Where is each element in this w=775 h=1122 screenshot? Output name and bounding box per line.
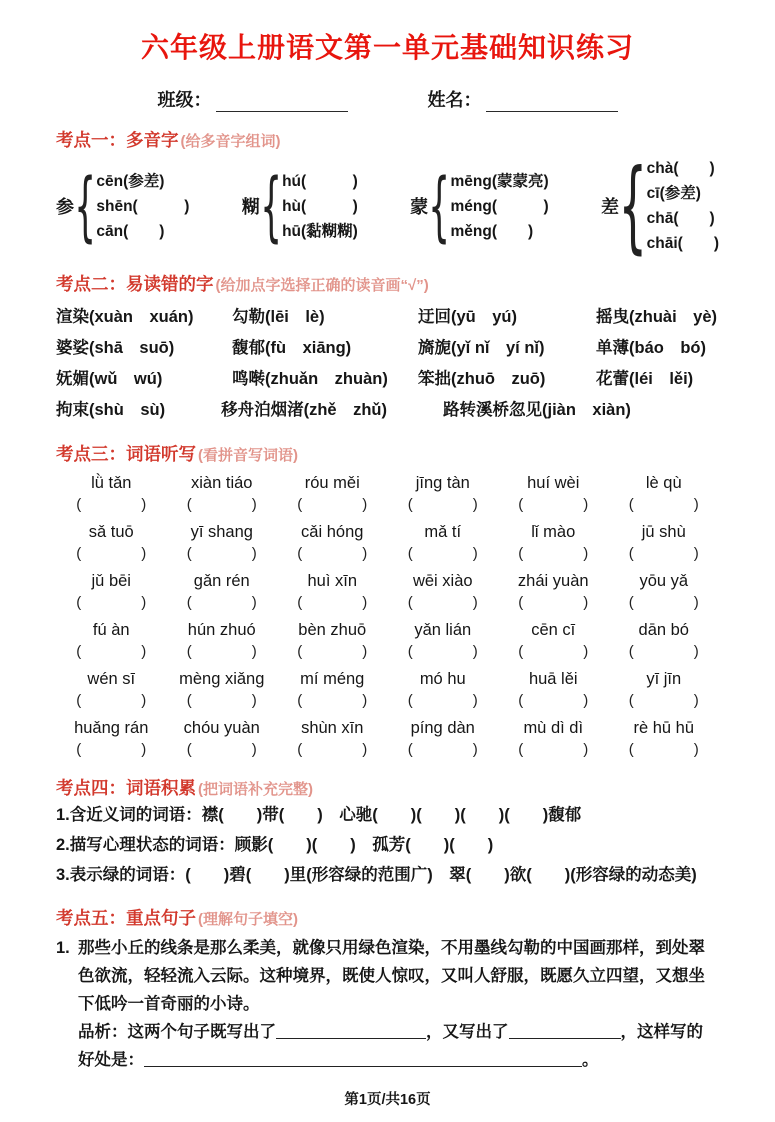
answer-blank: ( )	[186, 594, 257, 611]
section2-note: (给加点字选择正确的读音画“√”)	[215, 277, 429, 294]
answer-blank: ( )	[407, 545, 478, 562]
analysis-line	[78, 1018, 719, 1074]
analysis-seg: 品析：这两个句子既写出了	[78, 1023, 276, 1041]
word-item: 花蕾(léi lěi)	[596, 370, 694, 388]
answer-blank: ( )	[518, 594, 589, 611]
polyphone-char: 差	[601, 197, 620, 217]
answer-blank-row	[56, 495, 719, 515]
polyphone-group-can	[56, 161, 190, 250]
polyphone-group-meng	[410, 161, 549, 250]
answer-blank: ( )	[186, 496, 257, 513]
answer-blank: ( )	[76, 545, 147, 562]
page-title: 六年级上册语文第一单元基础知识练习	[140, 32, 634, 63]
pinyin-cell: lǐ mào	[531, 523, 576, 541]
pinyin-cell: mó hu	[419, 670, 466, 688]
pinyin-cell: bèn zhuō	[298, 621, 367, 639]
key-sentence-item	[56, 934, 719, 1074]
pinyin-cell: lǜ tǎn	[91, 474, 132, 492]
pinyin-cell: wēi xiào	[412, 572, 473, 590]
answer-blank: ( )	[76, 643, 147, 660]
answer-blank: ( )	[628, 643, 699, 660]
answer-blank: ( )	[518, 496, 589, 513]
polyphone-item: chāi( )	[646, 235, 719, 252]
fill-blank-line	[509, 1025, 621, 1039]
fill-blank-line	[276, 1025, 426, 1039]
page-number: 第1页/共16页	[344, 1092, 431, 1108]
polyphone-item: měng( )	[450, 222, 534, 240]
pinyin-cell: mí méng	[300, 670, 365, 688]
section4-note: (把词语补充完整)	[198, 781, 313, 798]
pinyin-cell: xiàn tiáo	[191, 474, 253, 492]
pinyin-cell: mǎ tí	[424, 523, 462, 541]
word-item: 迂回(yū yú)	[418, 308, 517, 326]
answer-blank-row	[56, 544, 719, 564]
answer-blank: ( )	[628, 741, 699, 758]
analysis-seg: ，又写出了	[426, 1023, 509, 1041]
student-info-row	[56, 86, 719, 112]
answer-blank: ( )	[297, 741, 368, 758]
word-accumulation-item: 3.表示绿的词语：( )碧( )里(形容绿的范围广) 翠( )欲( )(形容绿的动态美)	[56, 866, 697, 884]
brace-icon: {	[260, 161, 282, 250]
pinyin-cell: róu měi	[304, 474, 360, 492]
polyphone-item: hù( )	[282, 197, 358, 215]
answer-blank: ( )	[407, 594, 478, 611]
answer-blank: ( )	[297, 594, 368, 611]
pinyin-cell: hún zhuó	[187, 621, 256, 639]
answer-blank-row	[56, 740, 719, 760]
answer-blank-row	[56, 593, 719, 613]
word-accumulation-item: 2.描写心理状态的词语：顾影( )( ) 孤芳( )( )	[56, 836, 494, 854]
polyphone-item: chā( )	[646, 210, 715, 227]
answer-blank-row	[56, 691, 719, 711]
word-item: 鸣啭(zhuǎn zhuàn)	[232, 370, 388, 388]
pinyin-cell: shùn xīn	[301, 719, 364, 737]
analysis-seg: 。	[582, 1051, 599, 1069]
section5-title: 考点五：重点句子	[56, 908, 196, 928]
pinyin-cell: yī jīn	[646, 670, 682, 688]
pinyin-cell: yǎn lián	[414, 621, 472, 639]
word-accumulation-item: 1.含近义词的词语：襟( )带( ) 心驰( )( )( )( )馥郁	[56, 806, 582, 824]
polyphone-item: chà( )	[646, 160, 715, 177]
word-item: 单薄(báo bó)	[596, 339, 706, 357]
pinyin-cell: rè hū hū	[633, 719, 695, 737]
word-item: 渲染(xuàn xuán)	[56, 308, 194, 326]
polyphone-item: hú( )	[282, 172, 358, 190]
misread-words-grid	[56, 302, 719, 395]
pinyin-row	[56, 571, 719, 592]
answer-blank: ( )	[407, 692, 478, 709]
misread-words-last-row	[56, 395, 719, 426]
pinyin-cell: lè qù	[645, 474, 682, 492]
answer-blank: ( )	[76, 692, 147, 709]
pinyin-cell: mèng xiǎng	[179, 670, 265, 688]
answer-blank: ( )	[518, 692, 589, 709]
polyphone-group-cha	[601, 147, 719, 264]
pinyin-cell: dān bó	[638, 621, 689, 639]
answer-blank: ( )	[628, 594, 699, 611]
pinyin-cell: chóu yuàn	[183, 719, 260, 737]
polyphone-char: 糊	[241, 197, 260, 217]
answer-blank: ( )	[628, 496, 699, 513]
answer-blank: ( )	[628, 692, 699, 709]
answer-blank: ( )	[407, 741, 478, 758]
word-item: 妩媚(wǔ wú)	[56, 370, 163, 388]
pinyin-cell: huǎng rán	[74, 719, 149, 737]
pinyin-row	[56, 669, 719, 690]
pinyin-cell: cǎi hóng	[301, 523, 364, 541]
word-item: 勾勒(lēi lè)	[232, 308, 325, 326]
section4-heading	[56, 775, 719, 800]
pinyin-row	[56, 473, 719, 494]
answer-blank-row	[56, 642, 719, 662]
name-blank-line	[486, 93, 618, 112]
section4-title: 考点四：词语积累	[56, 778, 196, 798]
polyphone-items	[451, 169, 549, 244]
polyphone-item: cī(参差)	[646, 185, 701, 202]
pinyin-cell: cēn cī	[531, 621, 576, 639]
pinyin-cell: huí wèi	[527, 474, 580, 492]
pinyin-cell: huì xīn	[307, 572, 358, 590]
pinyin-cell: zhái yuàn	[517, 572, 589, 590]
answer-blank: ( )	[297, 496, 368, 513]
section1-title: 考点一：多音字	[56, 130, 179, 150]
polyphone-groups	[56, 147, 719, 264]
polyphone-items	[647, 156, 719, 256]
pinyin-row	[56, 620, 719, 641]
polyphone-item: shēn( )	[96, 197, 190, 215]
brace-icon: {	[618, 147, 648, 264]
section2-title: 考点二：易读错的字	[56, 274, 214, 294]
pinyin-cell: huā lěi	[528, 670, 578, 688]
answer-blank: ( )	[186, 741, 257, 758]
answer-blank: ( )	[518, 643, 589, 660]
section3-title: 考点三：词语听写	[56, 444, 196, 464]
pinyin-cell: mù dì dì	[523, 719, 584, 737]
name-label: 姓名：	[427, 90, 482, 110]
answer-blank: ( )	[407, 643, 478, 660]
class-blank-line	[216, 93, 348, 112]
polyphone-items	[96, 169, 189, 244]
section1-note: (给多音字组词)	[180, 133, 281, 150]
analysis-seg: 的好处是：	[78, 1023, 703, 1069]
pinyin-cell: píng dàn	[410, 719, 475, 737]
pinyin-cell: sǎ tuō	[88, 523, 134, 541]
section2-heading	[56, 271, 719, 296]
word-item: 摇曳(zhuài yè)	[596, 308, 718, 326]
pinyin-cell: jīng tàn	[415, 474, 470, 492]
word-item: 馥郁(fù xiāng)	[232, 339, 352, 357]
answer-blank: ( )	[297, 643, 368, 660]
polyphone-item: mēng(蒙蒙亮)	[450, 172, 549, 190]
pinyin-row	[56, 718, 719, 739]
answer-blank: ( )	[186, 643, 257, 660]
answer-blank: ( )	[518, 741, 589, 758]
pinyin-cell: fú àn	[92, 621, 130, 639]
answer-blank: ( )	[518, 545, 589, 562]
pinyin-cell: wén sī	[87, 670, 136, 688]
polyphone-item: hū(黏糊糊)	[282, 222, 358, 240]
polyphone-char: 蒙	[410, 197, 429, 217]
name-field	[428, 86, 618, 112]
word-item: 旖旎(yǐ nǐ yí nǐ)	[418, 339, 545, 357]
pinyin-cell: yōu yǎ	[639, 572, 689, 590]
key-sentence-body	[78, 934, 719, 1074]
class-field	[158, 86, 348, 112]
polyphone-item: cēn(参差)	[96, 172, 165, 190]
answer-blank: ( )	[186, 692, 257, 709]
pinyin-row	[56, 522, 719, 543]
polyphone-item: méng( )	[450, 197, 549, 215]
item-number: 1.	[56, 939, 70, 957]
class-label: 班级：	[157, 90, 212, 110]
pinyin-cell: jū shù	[641, 523, 686, 541]
answer-blank: ( )	[76, 741, 147, 758]
polyphone-char: 参	[56, 197, 74, 217]
polyphone-item: cān( )	[96, 222, 165, 240]
polyphone-group-hu	[241, 161, 358, 250]
section3-heading	[56, 441, 719, 466]
word-item: 笨拙(zhuō zuō)	[418, 370, 546, 388]
word-item: 拘束(shù sù)	[56, 401, 166, 419]
word-item: 路转溪桥忽见(jiàn xiàn)	[443, 401, 631, 419]
section5-heading	[56, 905, 719, 930]
answer-blank: ( )	[297, 692, 368, 709]
word-item: 婆娑(shā suō)	[56, 339, 175, 357]
brace-icon: {	[74, 161, 97, 250]
pinyin-cell: jǔ bēi	[91, 572, 131, 590]
polyphone-items	[282, 169, 358, 244]
answer-blank: ( )	[186, 545, 257, 562]
section3-note: (看拼音写词语)	[198, 447, 298, 464]
key-sentence-paragraph: 那些小丘的线条是那么柔美，就像只用绿色渲染，不用墨线勾勒的中国画那样，到处翠色欲流，轻轻流入云际。这种境界，既使人惊叹，又叫人舒服，既愿久立四望，又想坐下低吟一首奇丽的小诗。	[78, 939, 705, 1013]
analysis-seg: ，这样写	[620, 1023, 687, 1041]
section5-note: (理解句子填空)	[198, 911, 298, 928]
pinyin-cell: gǎn rén	[193, 572, 250, 590]
answer-blank: ( )	[407, 496, 478, 513]
brace-icon: {	[428, 161, 451, 250]
pinyin-cell: yī shang	[190, 523, 253, 541]
answer-blank: ( )	[76, 496, 147, 513]
answer-blank: ( )	[297, 545, 368, 562]
answer-blank: ( )	[628, 545, 699, 562]
word-item: 移舟泊烟渚(zhě zhǔ)	[221, 401, 387, 419]
fill-blank-line	[144, 1053, 582, 1067]
answer-blank: ( )	[76, 594, 147, 611]
